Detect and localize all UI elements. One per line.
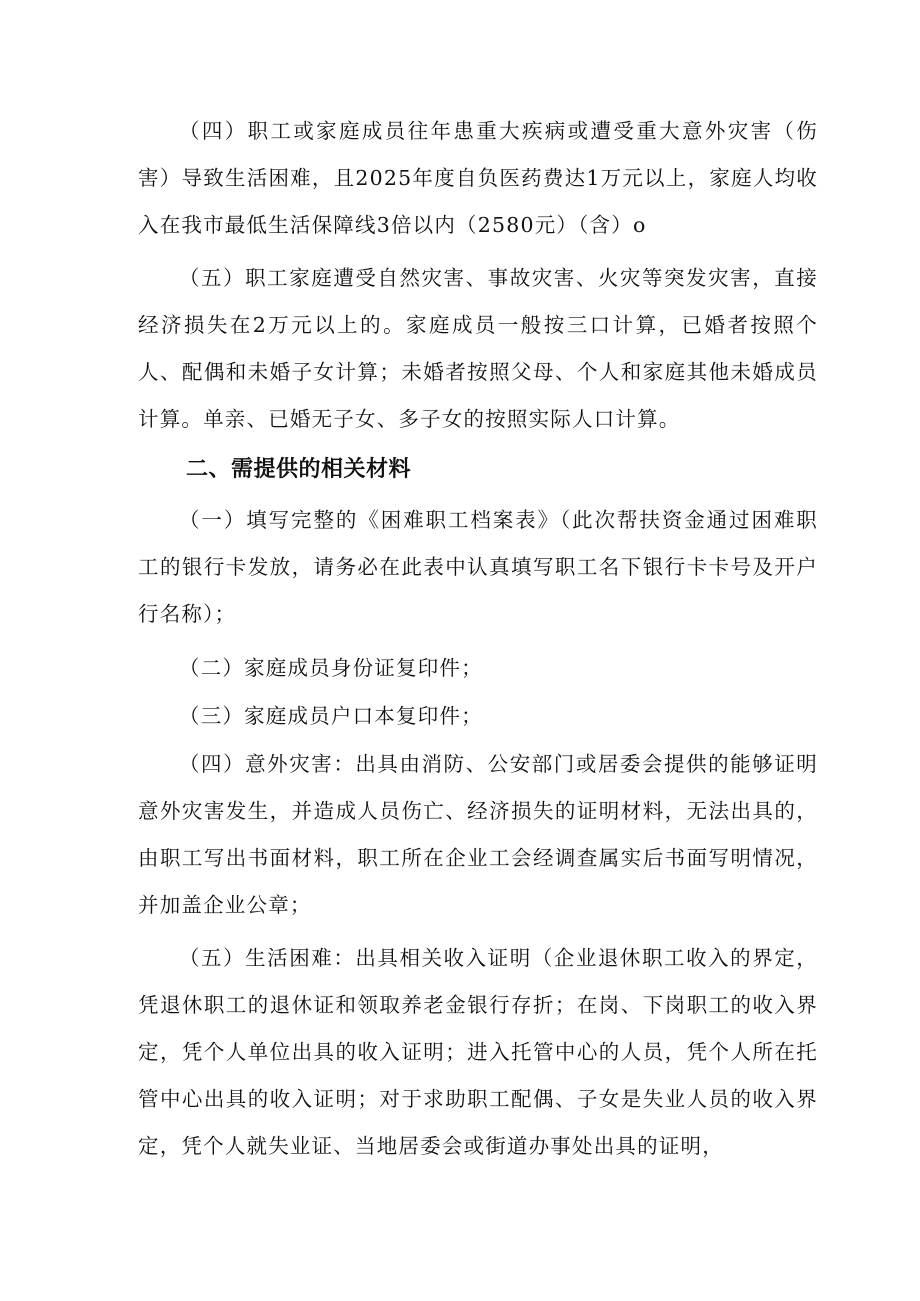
paragraph-material-5-income: （五）生活困难：出具相关收入证明（企业退休职工收入的界定，凭退休职工的退休证和领取养老金银行存折；在岗、下岗职工的收入界定，凭个人单位出具的收入证明；进入托管中心的人员，凭个人所在托管中心出具的收入证明；对于求助职工配偶、子女是失业人员的收入界定，凭个人就失业证、当地居委会或街道办事处出具的证明， — [138, 946, 818, 1158]
paragraph-material-2-id: （二）家庭成员身份证复印件； — [179, 656, 483, 680]
paragraph-item-4-illness: （四）职工或家庭成员往年患重大疾病或遭受重大意外灾害（伤害）导致生活困难，且2025年度自负医药费达1万元以上，家庭人均收入在我市最低生活保障线3倍以内（2580元）（含）o — [138, 119, 818, 237]
paragraph-material-1-form: （一）填写完整的《困难职工档案表》（此次帮扶资金通过困难职工的银行卡发放，请务必在此表中认真填写职工名下银行卡卡号及开户行名称）； — [138, 508, 818, 626]
paragraph-item-5-disaster: （五）职工家庭遭受自然灾害、事故灾害、火灾等突发灾害，直接经济损失在2万元以上的。家庭成员一般按三口计算，已婚者按照个人、配偶和未婚子女计算；未婚者按照父母、个人和家庭其他未婚成员计算。单亲、已婚无子女、多子女的按照实际人口计算。 — [138, 266, 818, 431]
paragraph-material-4-accident: （四）意外灾害：出具由消防、公安部门或居委会提供的能够证明意外灾害发生，并造成人员伤亡、经济损失的证明材料，无法出具的，由职工写出书面材料，职工所在企业工会经调查属实后书面写明情况，并加盖企业公章； — [138, 752, 818, 917]
paragraph-material-3-household: （三）家庭成员户口本复印件； — [179, 704, 483, 728]
section-heading-materials: 二、需提供的相关材料 — [186, 457, 412, 482]
